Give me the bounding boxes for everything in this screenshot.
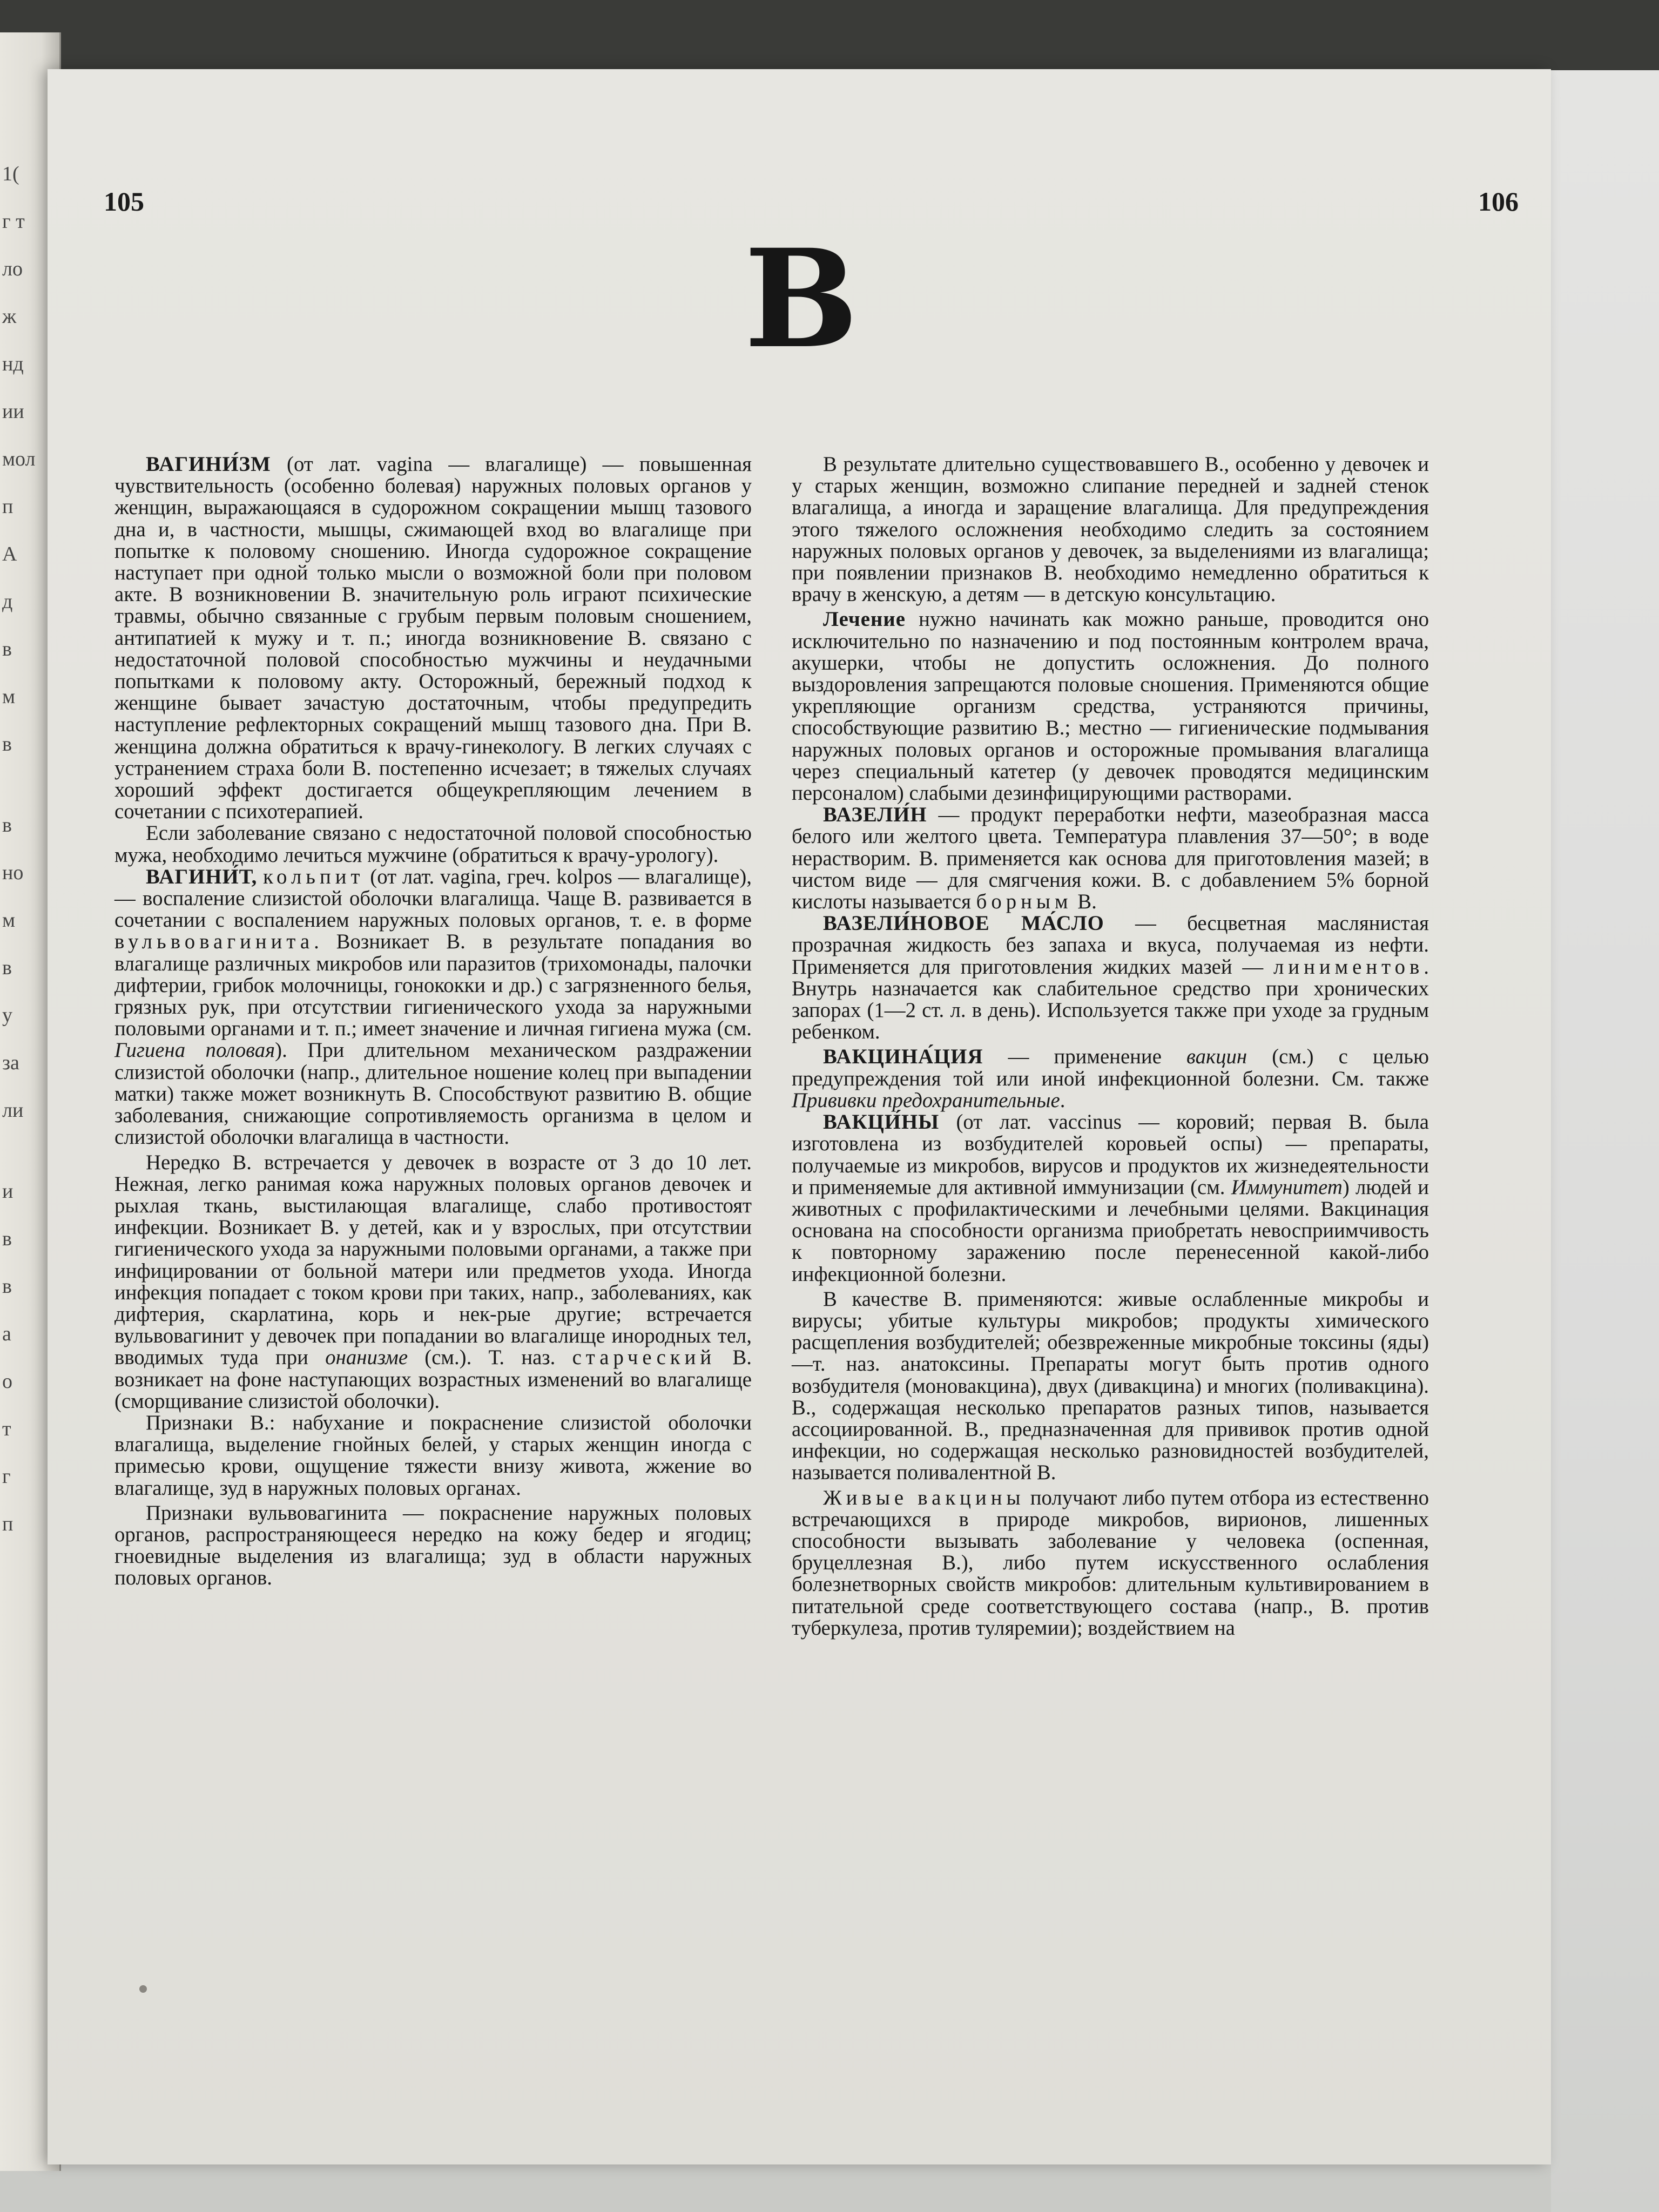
left-page-fragment: но [2, 861, 24, 884]
spaced-term: борным [976, 890, 1073, 914]
entry-text: (см.) с целью предупреждения той или иной инфекционной болезни. См. также [792, 1045, 1429, 1090]
paragraph-text: нужно начинать как можно раньше, проводится оно исключительно по назначению и под постоянным контролем врача, акушерки, чтобы не допустить осложнения. До полного выздоровления запрещаются половые сношения. Применяются общие укрепляющие организм средства, устраняются причины, способствующие развитию В.; местно — гигиенические подмывания наружных половых органов и осторожные промывания влагалища через специальный катетер (у девочек проводятся медицинским персоналом) слабыми дезинфицирующими растворами. [792, 608, 1429, 805]
spaced-term: Живые вакцины [823, 1486, 1025, 1509]
left-page-fragment: т [2, 1418, 11, 1440]
book-page [48, 69, 1551, 2164]
entry-text: . Внутрь назначается как слабительное средство при хронических запорах (1—2 ст. л. в день). Используется также при уходе за грудным ребенком. [792, 955, 1429, 1044]
left-page-fragment: А [2, 543, 17, 565]
entry-vaginizm [114, 454, 752, 822]
left-page-fragment: д [2, 590, 13, 613]
entry-text: ) людей и животных с профилактическими и лечебными целями. Вакцинация основана на способности организма приобретать невосприимчивость к повторному заражению после перенесенной какой-либо инфекционной болезни. [792, 1175, 1429, 1286]
entry-text: В. [1072, 890, 1097, 914]
background-surface-right [1551, 70, 1659, 2212]
left-page-fragment: 1( [2, 163, 19, 185]
left-page-fragment: в [2, 956, 12, 979]
entry-text: (от лат. vagina — влагалище) — повышенная чувствительность (особенно болевая) наружных половых органов у женщин, выражающаяся в судорожном сокращении мышц тазового дна и, в частности, мышцы, сжимающей вход во влагалище при попытке к половому сношению. Иногда судорожное сокращение наступает при одной только мысли о возможной боли при половом акте. В возникновении В. значительную роль играют психические травмы, обычно связанные с грубым первым половым сношением, антипатией к мужу и т. п.; иногда возникновение В. связано с недостаточной половой способностью мужчины и неудачными попытками к половому акту. Осторожный, бережный подход к женщине бывает зачастую достаточным, чтобы предупредить наступление рефлекторных сокращений мышц тазового дна. При В. женщина должна обратиться к врачу-гинекологу. В легких случаях с устранением страха боли В. постепенно исчезает; в тяжелых случаях хороший эффект достигается общеукрепляющим лечением в сочетании с психотерапией. [114, 453, 752, 824]
left-page-fragment: в [2, 733, 12, 756]
entry-text: — применение [983, 1045, 1186, 1069]
entry-heading: ВАГИНИ́Т, [146, 865, 258, 888]
entry-heading: ВАЗЕЛИ́НОВОЕ МА́СЛО [823, 912, 1104, 935]
paragraph-text: Нередко В. встречается у девочек в возрасте от 3 до 10 лет. Нежная, легко ранимая кожа наружных половых органов девочек и рыхлая ткань, выстилающая влагалище, слабо противостоят инфекции. Возникает В. у детей, как и у взрослых, при отсутствии гигиенического ухода за наружными половыми органами, а также при инфицировании от больной матери или предметов ухода. Иногда инфекция попадает с током крови при таких, напр., заболеваниях, как дифтерия, скарлатина, корь и нек-рые другие; встречается вульвовагинит у девочек при попадании во влагалище инородных тел, вводимых туда при [114, 1150, 752, 1370]
left-page-fragment: м [2, 685, 16, 708]
left-page-fragment: п [2, 1513, 14, 1535]
cross-reference: Гигиена половая [114, 1038, 275, 1062]
paragraph-text: получают либо путем отбора из естественно встречающихся в природе микробов, вирионов, лишенных способности вызывать заболевание у человека (оспенная, бруцеллезная В.), либо путем искусственного ослабления болезнетворных свойств микробов: длительным культивированием в питательной среде соответствующего состава (напр., В. против туберкулеза, против туляремии); воздействием на [792, 1486, 1429, 1640]
entry-vakcinaciya [792, 1046, 1429, 1111]
left-page-fragment: г [2, 1465, 11, 1488]
cross-reference: вакцин [1186, 1045, 1247, 1069]
entry-vaginit [114, 866, 752, 1149]
entry-text: (от лат. vagina, греч. kolpos — влагалище),— воспаление слизистой оболочки влагалища. Чаще В. развивается в сочетании с воспалением наружных половых органов, т. е. в форме [114, 865, 752, 932]
left-page-fragment: ж [2, 305, 17, 328]
entry-text: (от лат. vaccinus — коровий; первая В. была изготовлена из возбудителей коровьей оспы) — препараты, получаемые из микробов, вирусов и продуктов их жизнедеятельности и применяемые для активной иммунизации (см. [792, 1110, 1429, 1199]
left-page-fragment: в [2, 1228, 12, 1250]
left-page-fragment: о [2, 1370, 12, 1393]
left-page-fragment: ло [2, 258, 23, 280]
spaced-term: вульвовагинита [114, 930, 314, 954]
left-page-fragment: а [2, 1323, 11, 1345]
paragraph [792, 1487, 1429, 1639]
left-page-fragment: и [2, 1180, 14, 1203]
entry-heading: ВАКЦИНА́ЦИЯ [823, 1045, 983, 1069]
paragraph: В результате длительно существовавшего В., особенно у девочек и у старых женщин, возможно слипание передней и задней стенок влагалища, а иногда и заращение влагалища. Для предупреждения этого тяжелого осложнения необходимо следить за состоянием наружных половых органов у девочек, за выделениями из влагалища; при появлении признаков В. необходимо немедленно обратиться к врачу в женскую, а детям — в детскую консультацию. [792, 453, 1429, 606]
paragraph [792, 609, 1429, 804]
paragraph: Если заболевание связано с недостаточной половой способностью мужа, необходимо лечиться мужчине (обратиться к врачу-урологу). [114, 821, 752, 867]
entry-vakciny [792, 1111, 1429, 1285]
page-number-left: 105 [104, 186, 144, 217]
background-surface [0, 0, 1659, 70]
left-page-fragment: мол [2, 448, 36, 470]
section-letter-heading: В [744, 219, 859, 378]
cross-reference: Иммунитет [1231, 1175, 1343, 1199]
left-page-fragment: г т [2, 210, 25, 233]
left-page-fragment: п [2, 495, 14, 518]
cross-reference: онанизме [325, 1346, 408, 1370]
spaced-term: линиментов [1273, 955, 1424, 979]
left-page-fragment: ии [2, 400, 24, 423]
left-page-fragment: в [2, 814, 12, 837]
subheading: Лечение [823, 608, 906, 631]
entry-heading: ВАКЦИ́НЫ [823, 1110, 940, 1134]
left-page-fragment: за [2, 1051, 19, 1074]
entry-vazelinovoe-maslo [792, 913, 1429, 1043]
left-page-fragment: в [2, 1275, 12, 1298]
ink-spot [139, 1985, 147, 1993]
left-text-column [114, 454, 752, 1589]
paragraph-text: (см.). Т. наз. [408, 1346, 572, 1370]
entry-text: ). При длительном механическом раздражении слизистой оболочки (напр., длительное ношение колец при выпадении матки) также может возникнуть В. Способствуют развитию В. общие заболевания, снижающие сопротивляемость организма в целом и слизистой оболочки влагалища в частности. [114, 1038, 752, 1149]
entry-heading: ВАГИНИ́ЗМ [146, 453, 271, 476]
right-text-column [792, 454, 1429, 1639]
paragraph [114, 1152, 752, 1412]
paragraph: Признаки В.: набухание и покраснение слизистой оболочки влагалища, выделение гнойных белей, у старых женщин иногда с примесью крови, ощущение тяжести внизу живота, жжение во влагалище, зуд в наружных половых органах. [114, 1411, 752, 1500]
entry-vazelin [792, 804, 1429, 913]
entry-text: — продукт переработки нефти, мазеобразная масса белого или желтого цвета. Температура плавления 37—50°; в воде нерастворим. В. применяется как основа для приготовления мазей; в чистом виде — для смягчения кожи. В. с добавлением 5% борной кислоты называется [792, 803, 1429, 914]
left-page-fragment: м [2, 909, 16, 932]
left-page-fragment: ли [2, 1099, 24, 1122]
spaced-term: старческий [572, 1346, 716, 1370]
paragraph: В качестве В. применяются: живые ослабленные микробы и вирусы; убитые культуры микробов; продукты химического расщепления возбудителей; обезвреженные микробные токсины (яды)—т. наз. анатоксины. Препараты могут быть против одного возбудителя (моновакцина), двух (дивакцина) и многих (поливакцина). В., содержащая несколько препаратов разных типов, называется ассоциированной. В., предназначенная для прививок против одной инфекции, но содержащая несколько разновидностей возбудителей, называется поливалентной В. [792, 1287, 1429, 1485]
spaced-term: кольпит [263, 865, 365, 888]
left-page-fragment: в [2, 638, 12, 660]
cross-reference: Прививки предохранительные [792, 1088, 1060, 1112]
paragraph: Признаки вульвовагинита — покраснение наружных половых органов, распространяющееся нередко на кожу бедер и ягодиц; гноевидные выделения из влагалища; зуд в области наружных половых органов. [114, 1501, 752, 1590]
entry-text: — бесцветная маслянистая прозрачная жидкость без запаха и вкуса, получаемая из нефти. Применяется для приготовления жидких мазей — [792, 912, 1429, 979]
entry-text: . Возникает В. в результате попадания во влагалище различных микробов или паразитов (трихомонады, палочки дифтерии, грибок молочницы, гонококки и др.) с загрязненного белья, грязных рук, при отсутствии гигиенического ухода за наружными половыми органами и т. п.; имеет значение и личная гигиена мужа (см. [114, 930, 752, 1041]
left-page-fragment: нд [2, 353, 24, 375]
paragraph-text: В. возникает на фоне наступающих возрастных изменений во влагалище (сморщивание слизистой оболочки). [114, 1346, 752, 1413]
page-number-right: 106 [1478, 186, 1519, 217]
left-page-fragment: у [2, 1004, 12, 1027]
entry-text: . [1060, 1088, 1065, 1112]
entry-heading: ВАЗЕЛИ́Н [823, 803, 927, 827]
